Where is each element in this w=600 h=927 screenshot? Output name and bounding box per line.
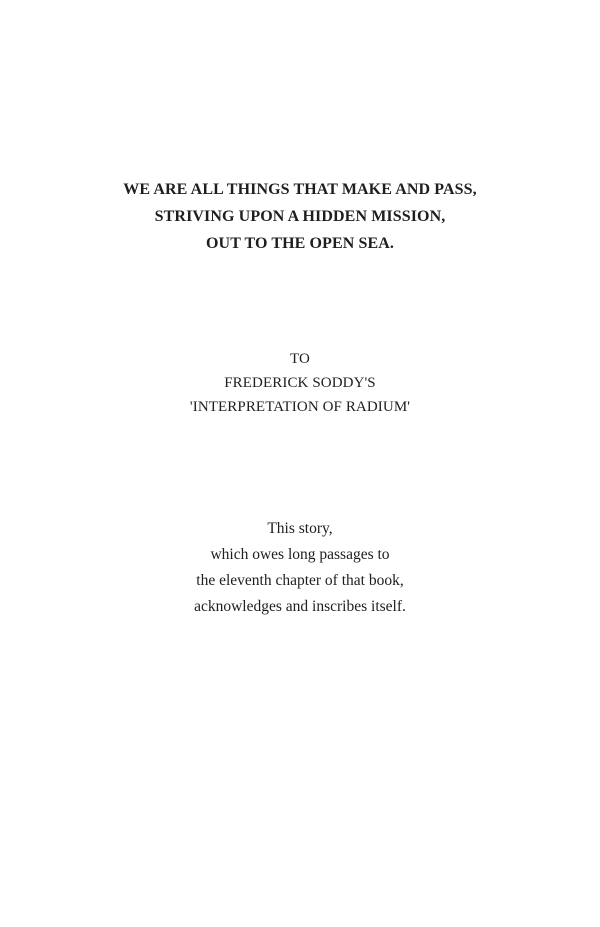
inscription-line-2: which owes long passages to xyxy=(210,546,390,563)
dedication-line-2: FREDERICK SODDY'S xyxy=(224,375,376,391)
epigraph-line-3: OUT TO THE OPEN SEA. xyxy=(206,235,394,252)
inscription xyxy=(0,516,600,620)
epigraph-line-2: STRIVING UPON A HIDDEN MISSION, xyxy=(154,208,446,225)
dedication xyxy=(0,347,600,419)
dedication-line-3: 'INTERPRETATION OF RADIUM' xyxy=(189,399,411,415)
epigraph xyxy=(0,176,600,257)
inscription-line-4: acknowledges and inscribes itself. xyxy=(194,598,406,615)
dedication-line-1: TO xyxy=(290,351,310,367)
epigraph-line-1: WE ARE ALL THINGS THAT MAKE AND PASS, xyxy=(123,181,477,198)
inscription-line-3: the eleventh chapter of that book, xyxy=(196,572,404,589)
inscription-line-1: This story, xyxy=(267,520,333,537)
